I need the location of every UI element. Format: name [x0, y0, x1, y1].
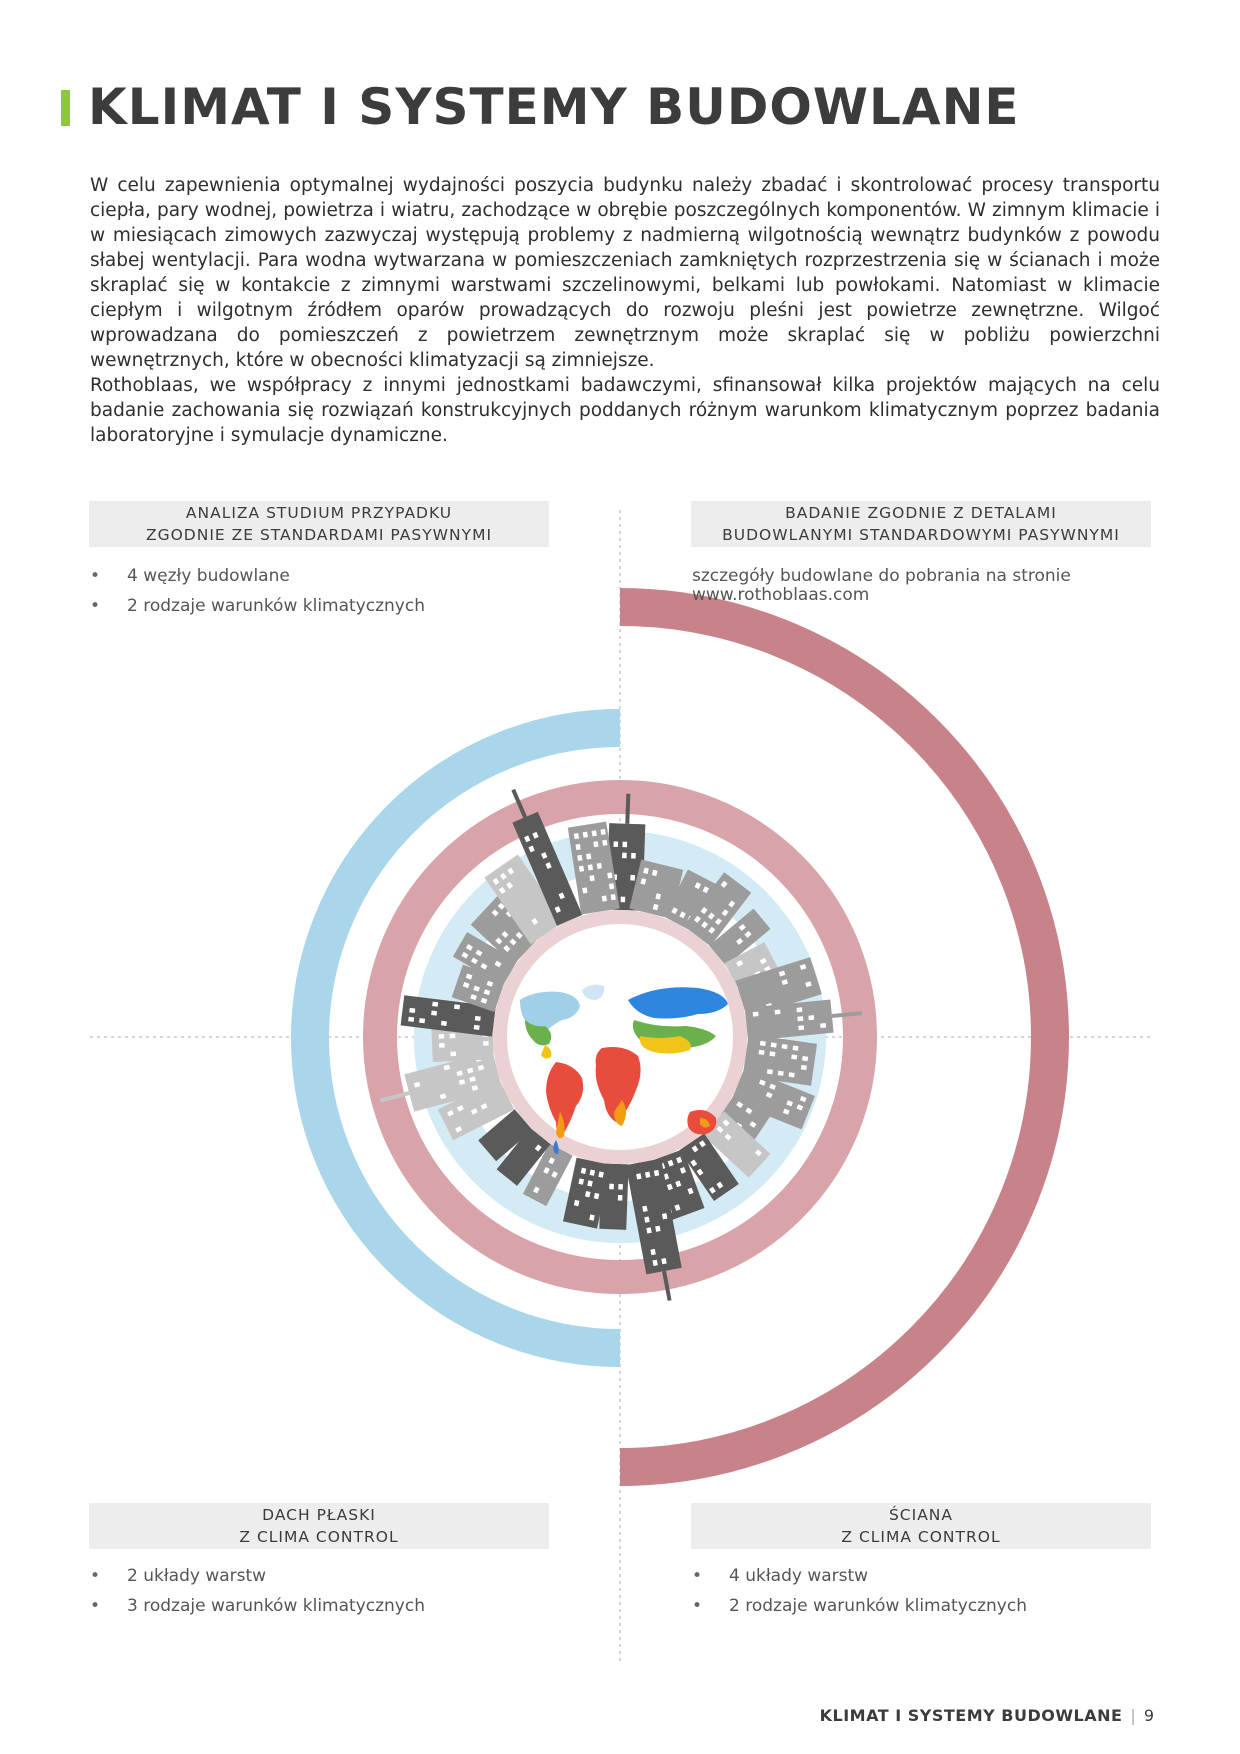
footer-title: KLIMAT I SYSTEMY BUDOWLANE — [819, 1706, 1123, 1725]
building-window — [439, 1043, 445, 1048]
building-window — [431, 1011, 437, 1016]
footer-separator: | — [1130, 1706, 1136, 1725]
box-flat-roof — [89, 1503, 549, 1549]
box-title-line-2: ZGODNIE ZE STANDARDAMI PASYWNYMI — [145, 526, 493, 544]
list-item: • 4 układy warstw — [692, 1561, 1027, 1591]
building-window — [613, 841, 618, 847]
building-window — [760, 1041, 766, 1046]
list-flat-roof — [90, 1561, 425, 1621]
building-window — [419, 1018, 425, 1023]
building-window — [597, 863, 602, 869]
building-window — [622, 842, 627, 848]
building-window — [454, 1004, 460, 1009]
building-window — [759, 1050, 765, 1055]
list-item: • 2 rodzaje warunków klimatycznych — [90, 591, 425, 621]
box-title-line-1: ŚCIANA — [888, 1506, 954, 1524]
building-window — [778, 1071, 784, 1076]
building-window — [600, 829, 605, 835]
building-window — [574, 833, 579, 839]
building-window — [607, 872, 612, 878]
building-window — [792, 1045, 798, 1050]
building-window — [593, 841, 598, 847]
intro-paragraph-1: W celu zapewnienia optymalnej wydajności poszycia budynku należy zbadać i skontrolować procesy transportu ciepła, pary wodnej, powietrza i wiatru, zachodzące w obrębie poszczególnych komponentów. W zimnym klimacie i w miesiącach zimowych zazwyczaj występują problemy z nadmierną wilgotnością wewnątrz budynków z powodu słabej wentylacji. Para wodna wytwarzana w pomieszczeniach zamkniętych rozprzestrzenia się w ścianach i może skraplać się w kontakcie z zimnymi warstwami szczelinowymi, belkami lub powłokami. Natomiast w klimacie ciepłym i wilgotnym źródłem oparów prowadzących do rozwoju pleśni jest powietrze zewnętrzne. Wilgoć wprowadzana do pomieszczeń z powietrzem zewnętrznym może skraplać się w pobliżu powierzchni wewnętrznych, które w obecności klimatyzacji są zimniejsze. — [90, 175, 1160, 371]
building-window — [769, 1051, 775, 1056]
building-window — [789, 1072, 795, 1077]
building-window — [630, 875, 635, 881]
building-window — [575, 844, 580, 850]
building-window — [592, 830, 597, 836]
building-window — [782, 1044, 788, 1049]
download-note — [692, 567, 1152, 605]
building-window — [475, 1016, 481, 1021]
box-title-line-1: BADANIE ZGODNIE Z DETALAMI — [785, 504, 1057, 522]
box-title-line-1: ANALIZA STUDIUM PRZYPADKU — [185, 504, 453, 522]
intro-text — [90, 173, 1160, 448]
box-detail-study — [691, 501, 1151, 547]
building-window — [441, 1021, 447, 1026]
building-window — [439, 1034, 445, 1039]
building-window — [618, 1195, 623, 1201]
box-title-line-1: DACH PŁASKI — [262, 1506, 376, 1524]
page-footer — [820, 1706, 1154, 1725]
building-window — [583, 832, 588, 838]
building-window — [602, 895, 607, 901]
note-website-link[interactable]: www.rothoblaas.com — [692, 585, 870, 605]
building-window — [588, 864, 593, 870]
building-window — [771, 1042, 777, 1047]
list-item: • 3 rodzaje warunków klimatycznych — [90, 1591, 425, 1621]
building-window — [631, 853, 636, 859]
box-wall — [691, 1503, 1151, 1549]
page-number: 9 — [1143, 1706, 1154, 1725]
building-window — [798, 1025, 804, 1030]
list-item: • 2 rodzaje warunków klimatycznych — [692, 1591, 1027, 1621]
title-accent-bar — [61, 90, 70, 126]
building-window — [483, 1041, 489, 1046]
building-window — [775, 1009, 781, 1014]
building-window — [791, 1054, 797, 1059]
building-window — [796, 1007, 802, 1012]
building-window — [432, 1002, 438, 1007]
building-window — [450, 1034, 456, 1039]
box-title-line-2: Z CLIMA CONTROL — [841, 1528, 1001, 1546]
list-case-study-analysis — [90, 561, 425, 621]
building-window — [409, 1008, 415, 1013]
building-window — [611, 894, 616, 900]
building-window — [797, 1016, 803, 1021]
box-case-study-analysis — [89, 501, 549, 547]
building-window — [589, 875, 594, 881]
building-window — [767, 1069, 773, 1074]
building-window — [621, 897, 626, 903]
building-window — [602, 840, 607, 846]
building-window — [577, 855, 582, 861]
page-title: KLIMAT I SYSTEMY BUDOWLANE — [88, 78, 1020, 136]
building-window — [579, 866, 584, 872]
building-window — [586, 853, 591, 859]
building-window — [609, 883, 614, 889]
building-window — [802, 1056, 808, 1061]
building-window — [582, 887, 587, 893]
building-window — [808, 1015, 814, 1020]
list-wall — [692, 1561, 1027, 1621]
building-window — [801, 1065, 807, 1070]
building-window — [450, 1051, 456, 1056]
intro-paragraph-2: Rothoblaas, we współpracy z innymi jednostkami badawczymi, sfinansował kilka projektów mających na celu badanie zachowania się rozwiązań konstrukcyjnych poddanych różnym warunkom klimatycznym poprzez badania laboratoryjne i symulacje dynamiczne. — [90, 375, 1160, 446]
box-title-line-2: BUDOWLANYMI STANDARDOWYMI PASYWNYMI — [722, 526, 1120, 544]
box-title-line-2: Z CLIMA CONTROL — [239, 1528, 399, 1546]
building-window — [622, 853, 627, 859]
building-window — [618, 1184, 623, 1190]
note-line-1: szczegóły budowlane do pobrania na stronie — [692, 566, 1071, 586]
building-window — [820, 1023, 826, 1028]
list-item: • 2 układy warstw — [90, 1561, 425, 1591]
building-window — [609, 1184, 614, 1190]
building-window — [474, 1025, 480, 1030]
building-window — [753, 1012, 759, 1017]
list-item: • 4 węzły budowlane — [90, 561, 425, 591]
building-window — [408, 1017, 414, 1022]
